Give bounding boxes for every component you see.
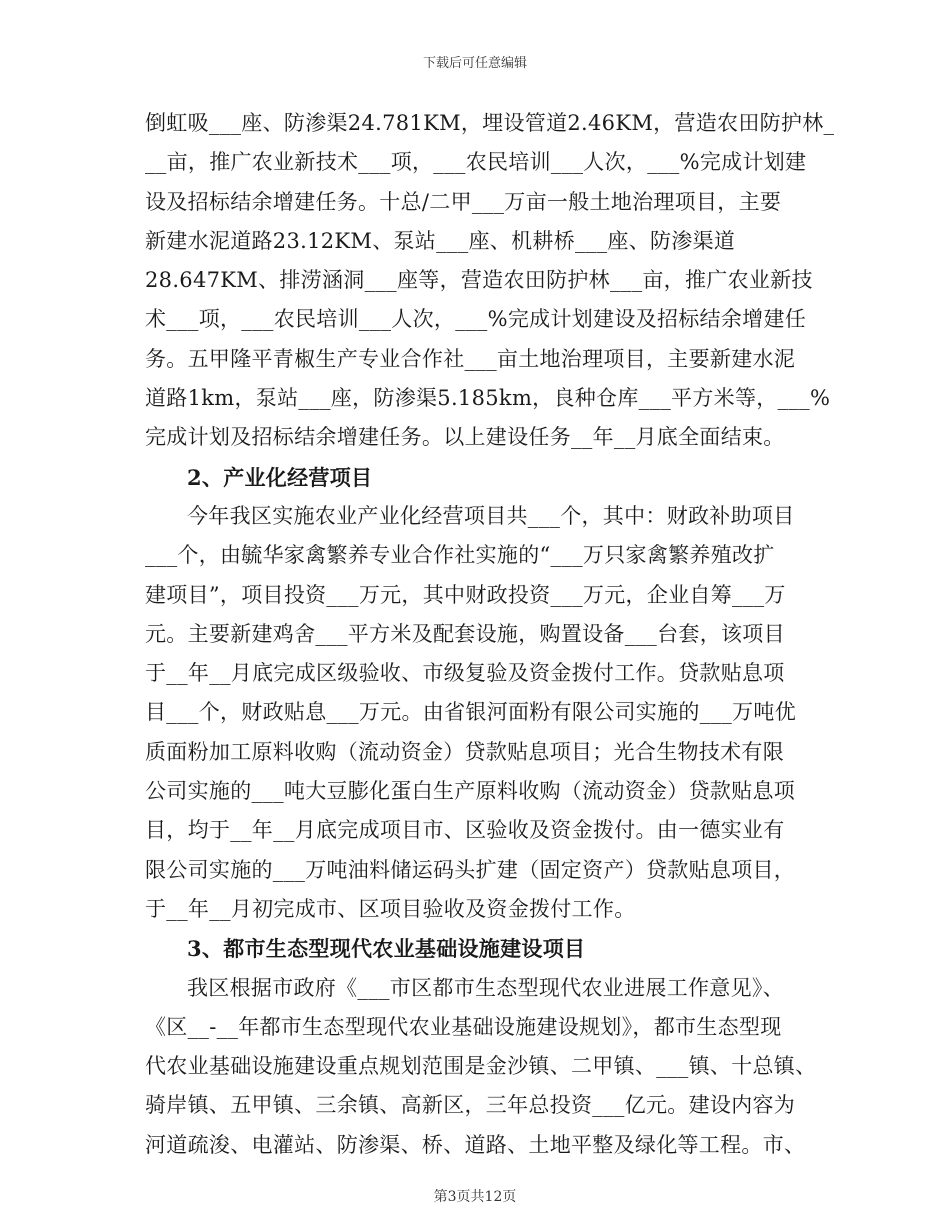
paragraph-line: 新建水泥道路23.12KM、泵站___座、机耕桥___座、防渗渠道	[145, 228, 736, 253]
paragraph-line: 务。五甲隆平青椒生产专业合作社___亩土地治理项目，主要新建水泥	[145, 346, 796, 371]
paragraph-line: 代农业基础设施建设重点规划范围是金沙镇、二甲镇、___镇、十总镇、	[145, 1054, 817, 1079]
paragraph-line: 公司实施的___吨大豆膨化蛋白生产原料收购（流动资金）贷款贴息项	[145, 779, 796, 804]
paragraph-line: 《区__-__年都市生态型现代农业基础设施建设规划》，都市生态型现	[145, 1014, 782, 1039]
paragraph-line: 建项目”，项目投资___万元，其中财政投资___万元，企业自筹___万	[145, 582, 786, 607]
paragraph-line: 骑岸镇、五甲镇、三余镇、高新区，三年总投资___亿元。建设内容为	[145, 1093, 796, 1118]
paragraph-line: 道路1km，泵站___座，防渗渠5.185km，良种仓库___平方米等，___%	[145, 386, 831, 411]
paragraph-line: 于__年__月底完成区级验收、市级复验及资金拨付工作。贷款贴息项	[145, 661, 785, 686]
paragraph-line: 质面粉加工原料收购（流动资金）贷款贴息项目；光合生物技术有限	[145, 739, 784, 764]
paragraph-line: 28.647KM、排涝涵洞___座等，营造农田防护林___亩，推广农业新技	[145, 268, 813, 293]
page-footer: 第3页共12页	[433, 1189, 517, 1205]
paragraph-line: 目，均于__年__月底完成项目市、区验收及资金拨付。由一德实业有	[145, 818, 785, 843]
paragraph-line: 于__年__月初完成市、区项目验收及资金拨付工作。	[145, 896, 636, 921]
paragraph-line: 设及招标结余增建任务。十总/二甲___万亩一般土地治理项目，主要	[145, 189, 782, 214]
paragraph-line: 限公司实施的___万吨油料储运码头扩建（固定资产）贷款贴息项目，	[145, 857, 796, 882]
paragraph-line: 元。主要新建鸡舍___平方米及配套设施，购置设备___台套，该项目	[145, 621, 785, 646]
paragraph-line: 完成计划及招标结余增建任务。以上建设任务__年__月底全面结束。	[145, 425, 785, 450]
paragraph-line: 目___个，财政贴息___万元。由省银河面粉有限公司实施的___万吨优	[145, 700, 796, 725]
paragraph-line: __亩，推广农业新技术___项，___农民培训___人次，___%完成计划建	[145, 150, 807, 175]
page-header: 下载后可任意编辑	[422, 56, 527, 71]
paragraph-line: 倒虹吸___座、防渗渠24.781KM，埋设管道2.46KM，营造农田防护林_	[145, 111, 835, 135]
paragraph-line: 我区根据市政府《___市区都市生态型现代农业进展工作意见》、	[187, 975, 784, 1000]
section-heading: 2、产业化经营项目	[187, 464, 373, 490]
section-heading: 3、都市生态型现代农业基础设施建设项目	[187, 936, 586, 962]
paragraph-line: ___个，由毓华家禽繁养专业合作社实施的“___万只家禽繁养殖改扩	[145, 543, 775, 568]
document-body	[145, 104, 835, 1165]
paragraph-line: 今年我区实施农业产业化经营项目共___个，其中：财政补助项目	[187, 503, 795, 528]
paragraph-line: 河道疏浚、电灌站、防渗渠、桥、道路、土地平整及绿化等工程。市、	[145, 1132, 806, 1157]
paragraph-line: 术___项，___农民培训___人次，___%完成计划建设及招标结余增建任	[145, 307, 807, 332]
